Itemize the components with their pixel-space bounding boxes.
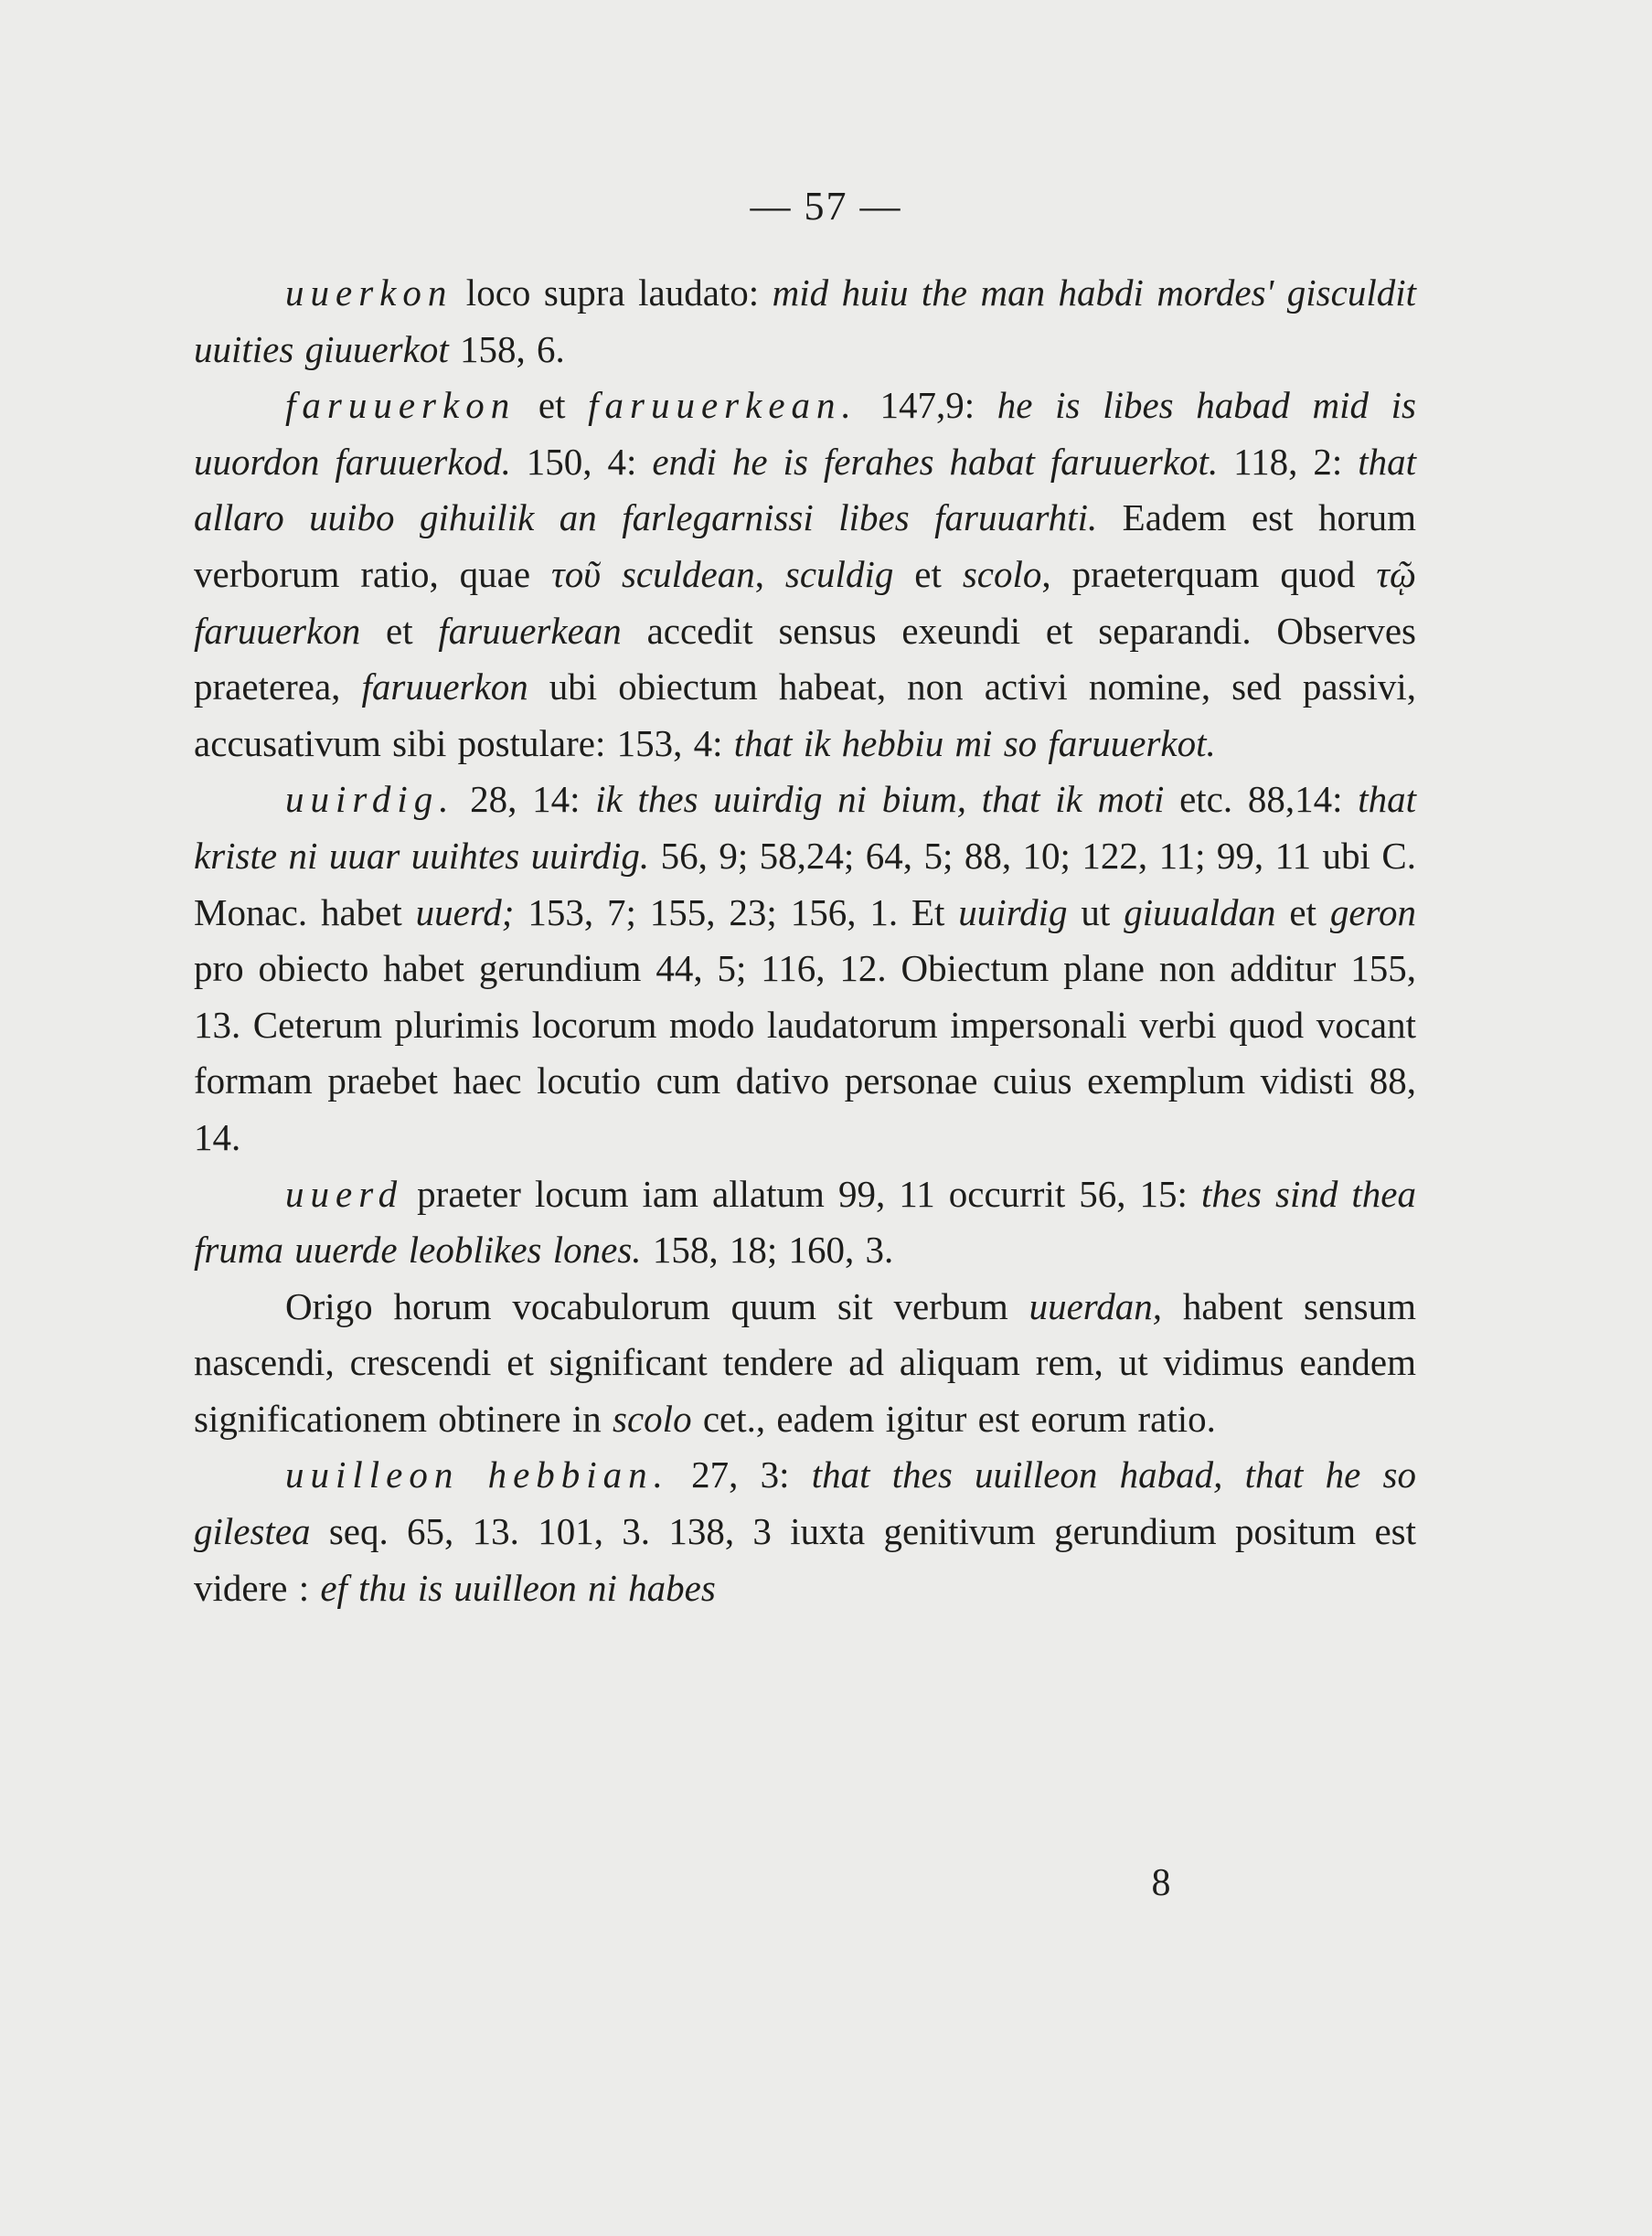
italic-quotation: uuerdan, <box>1029 1284 1162 1327</box>
text-run: 147,9: <box>857 384 997 427</box>
italic-quotation: τοῦ sculdean <box>551 552 755 595</box>
text-run: Eadem est horum verborum ratio, quae <box>194 496 1417 595</box>
text-run: praeter locum iam allatum 99, 11 occurrit 56, 15: <box>403 1172 1201 1215</box>
italic-quotation: uuerd; <box>415 890 515 933</box>
paragraph <box>194 1447 1416 1616</box>
text-run: pro obiecto habet gerundium 44, 5; 116, 12. Obiectum plane non additur 155, 13. Ceterum plurimis locorum modo laudatorum impersonali verbi quod vocant formam praebet haec locutio cum dativo personae cuius exemplum vidisti 88, 14. <box>194 947 1416 1158</box>
italic-quotation: endi he is ferahes habat faruuerkot. <box>652 440 1219 483</box>
italic-quotation: that kriste ni uuar uuihtes uuirdig. <box>194 778 1416 877</box>
text-run: et <box>516 384 589 427</box>
text-run: 150, 4: <box>510 440 653 483</box>
text-run: 118, 2: <box>1218 440 1359 483</box>
italic-quotation: thes sind thea fruma uuerde leoblikes lones. <box>194 1172 1416 1272</box>
paragraph <box>194 1279 1416 1448</box>
italic-quotation: that ik hebbiu mi so faruuerkot. <box>733 721 1216 764</box>
italic-quotation: faruuerkean <box>438 609 622 652</box>
text-run: seq. 65, 13. 101, 3. 138, 3 iuxta genitivum gerundium positum est videre : <box>194 1510 1416 1609</box>
text-run: accedit sensus exeundi et separandi. Observes praeterea, <box>194 609 1416 708</box>
text-run: 158, 6. <box>448 327 565 370</box>
text-run: loco supra laudato: <box>453 272 773 314</box>
italic-quotation: mid huiu the man habdi mordes' gisculdit uuities giuuerkot <box>194 272 1416 370</box>
text-run: etc. 88,14: <box>1164 778 1359 821</box>
text-run: 27, 3: <box>668 1453 812 1496</box>
italic-quotation: τῷ faruuerkon <box>194 552 1416 652</box>
body-text <box>194 265 1416 1616</box>
italic-quotation: that allaro uuibo gihuilik an farlegarnissi libes faruuarhti. <box>194 440 1416 539</box>
italic-quotation: sculdig <box>784 552 894 595</box>
signature-mark: 8 <box>1151 1862 1171 1904</box>
lemma-headword: faruuerkean. <box>588 384 858 427</box>
text-run: cet., eadem igitur est eorum ratio. <box>691 1397 1216 1440</box>
italic-quotation: geron <box>1329 890 1416 933</box>
text-run: 28, 14: <box>454 778 596 821</box>
text-run: habent sensum nascendi, crescendi et significant tendere ad aliquam rem, ut vidimus eandem significationem obtinere in <box>194 1284 1416 1440</box>
text-run: et <box>360 609 439 652</box>
text-run: 56, 9; 58,24; 64, 5; 88, 10; 122, 11; 99, 11 ubi C. Monac. habet <box>194 834 1416 933</box>
lemma-headword: uuerd <box>285 1172 404 1215</box>
text-run: , praeterquam quod <box>1041 552 1377 595</box>
italic-quotation: uuirdig <box>958 890 1068 933</box>
paragraph <box>194 1166 1416 1279</box>
italic-quotation: scolo <box>962 552 1042 595</box>
italic-quotation: giuualdan <box>1124 890 1276 933</box>
italic-quotation: ef thu is uuilleon ni habes <box>320 1566 716 1609</box>
text-run: 158, 18; 160, 3. <box>641 1229 894 1272</box>
paragraph <box>194 772 1416 1166</box>
text-run: ubi obiectum habeat, non activi nomine, sed passivi, accusativum sibi postulare: 153, 4: <box>194 665 1416 764</box>
lemma-headword: uuilleon hebbian. <box>285 1453 669 1496</box>
italic-quotation: scolo <box>613 1397 692 1440</box>
lemma-headword: uuerkon <box>285 272 453 314</box>
page-number-header: — 57 — <box>750 184 902 229</box>
lemma-headword: faruuerkon <box>285 384 517 427</box>
italic-quotation: ik thes uuirdig ni bium, that ik moti <box>595 778 1165 821</box>
text-run: ut <box>1067 890 1124 933</box>
text-run: et <box>1275 890 1330 933</box>
text-run: , <box>754 552 785 595</box>
italic-quotation: that thes uuilleon habad, that he so gilestea <box>194 1453 1416 1553</box>
lemma-headword: uuirdig. <box>285 778 455 821</box>
italic-quotation: faruuerkon <box>361 665 528 708</box>
paragraph <box>194 265 1416 378</box>
text-run: Origo horum vocabulorum quum sit verbum <box>285 1284 1029 1327</box>
italic-quotation: he is libes habad mid is uuordon faruuerkod. <box>194 384 1416 483</box>
text-run: et <box>893 552 963 595</box>
paragraph <box>194 378 1416 772</box>
text-run: 153, 7; 155, 23; 156, 1. Et <box>514 890 959 933</box>
